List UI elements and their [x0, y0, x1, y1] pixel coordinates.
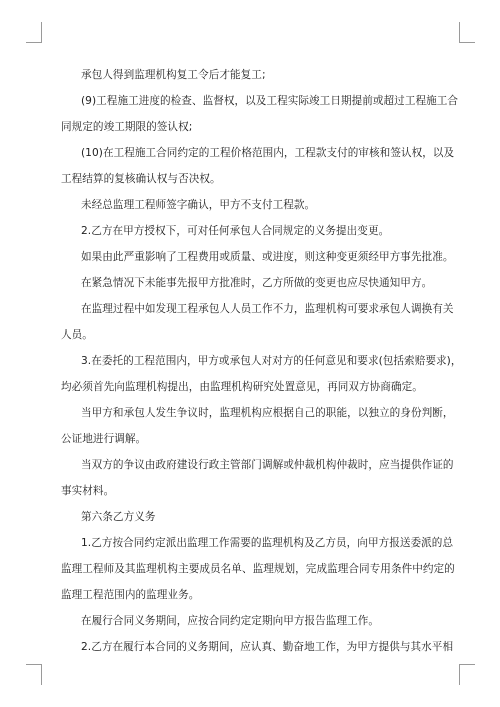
crop-mark-top-right-horizontal — [459, 42, 475, 43]
crop-mark-top-left-horizontal — [26, 42, 42, 43]
text-line: 1.乙方按合同约定派出监理工作需要的监理机构及乙方员，向甲方报送委派的总 — [81, 537, 454, 549]
text-line: 未经总监理工程师签字确认，甲方不支付工程款。 — [81, 199, 316, 211]
text-line: 在监理过程中如发现工程承包人人员工作不力，监理机构可要求承包人调换有关 — [81, 303, 454, 315]
text-line: 如果由此严重影响了工程费用或质量、或进度，则这种变更须经甲方事先批准。 — [81, 251, 454, 263]
crop-mark-bottom-left-vertical — [41, 664, 42, 685]
section-heading: 第六条乙方义务 — [81, 511, 156, 523]
crop-mark-bottom-right-horizontal — [459, 664, 475, 665]
text-line: 公证地进行调解。 — [61, 433, 147, 445]
text-line: (9)工程施工进度的检查、监督权，以及工程实际竣工日期提前或超过工程施工合 — [81, 95, 459, 107]
text-line: 事实材料。 — [61, 485, 115, 497]
text-line: 承包人得到监理机构复工令后才能复工; — [81, 69, 266, 81]
text-line: 监理工程范围内的监理业务。 — [61, 589, 200, 601]
text-line: 当双方的争议由政府建设行政主管部门调解或仲裁机构仲裁时，应当提供作证的 — [81, 459, 454, 471]
crop-mark-top-left-vertical — [41, 22, 42, 43]
text-line: (10)在工程施工合同约定的工程价格范围内，工程款支付的审核和签认权，以及 — [81, 147, 455, 159]
text-line: 在履行合同义务期间，应按合同约定定期向甲方报告监理工作。 — [81, 615, 380, 627]
text-line: 当甲方和承包人发生争议时，监理机构应根据自己的职能，以独立的身份判断， — [81, 407, 454, 419]
text-line: 2.乙方在甲方授权下，可对任何承包人合同规定的义务提出变更。 — [81, 225, 390, 237]
text-line: 监理工程师及其监理机构主要成员名单、监理规划，完成监理合同专用条件中约定的 — [61, 563, 455, 575]
text-line: 3.在委托的工程范围内，甲方或承包人对对方的任何意见和要求(包括索赔要求)， — [81, 355, 462, 367]
crop-mark-top-right-vertical — [459, 22, 460, 43]
text-line: 人员。 — [61, 329, 93, 341]
text-line: 工程结算的复核确认权与否决权。 — [61, 173, 221, 185]
crop-mark-bottom-left-horizontal — [26, 664, 42, 665]
text-line: 同规定的竣工期限的签认权; — [61, 121, 193, 133]
crop-mark-bottom-right-vertical — [459, 664, 460, 685]
text-line: 在紧急情况下未能事先报甲方批准时，乙方所做的变更也应尽快通知甲方。 — [81, 277, 433, 289]
text-line: 2.乙方在履行本合同的义务期间，应认真、勤奋地工作，为甲方提供与其水平相 — [81, 641, 454, 653]
text-line: 均必须首先向监理机构提出，由监理机构研究处置意见，再同双方协商确定。 — [61, 381, 423, 393]
